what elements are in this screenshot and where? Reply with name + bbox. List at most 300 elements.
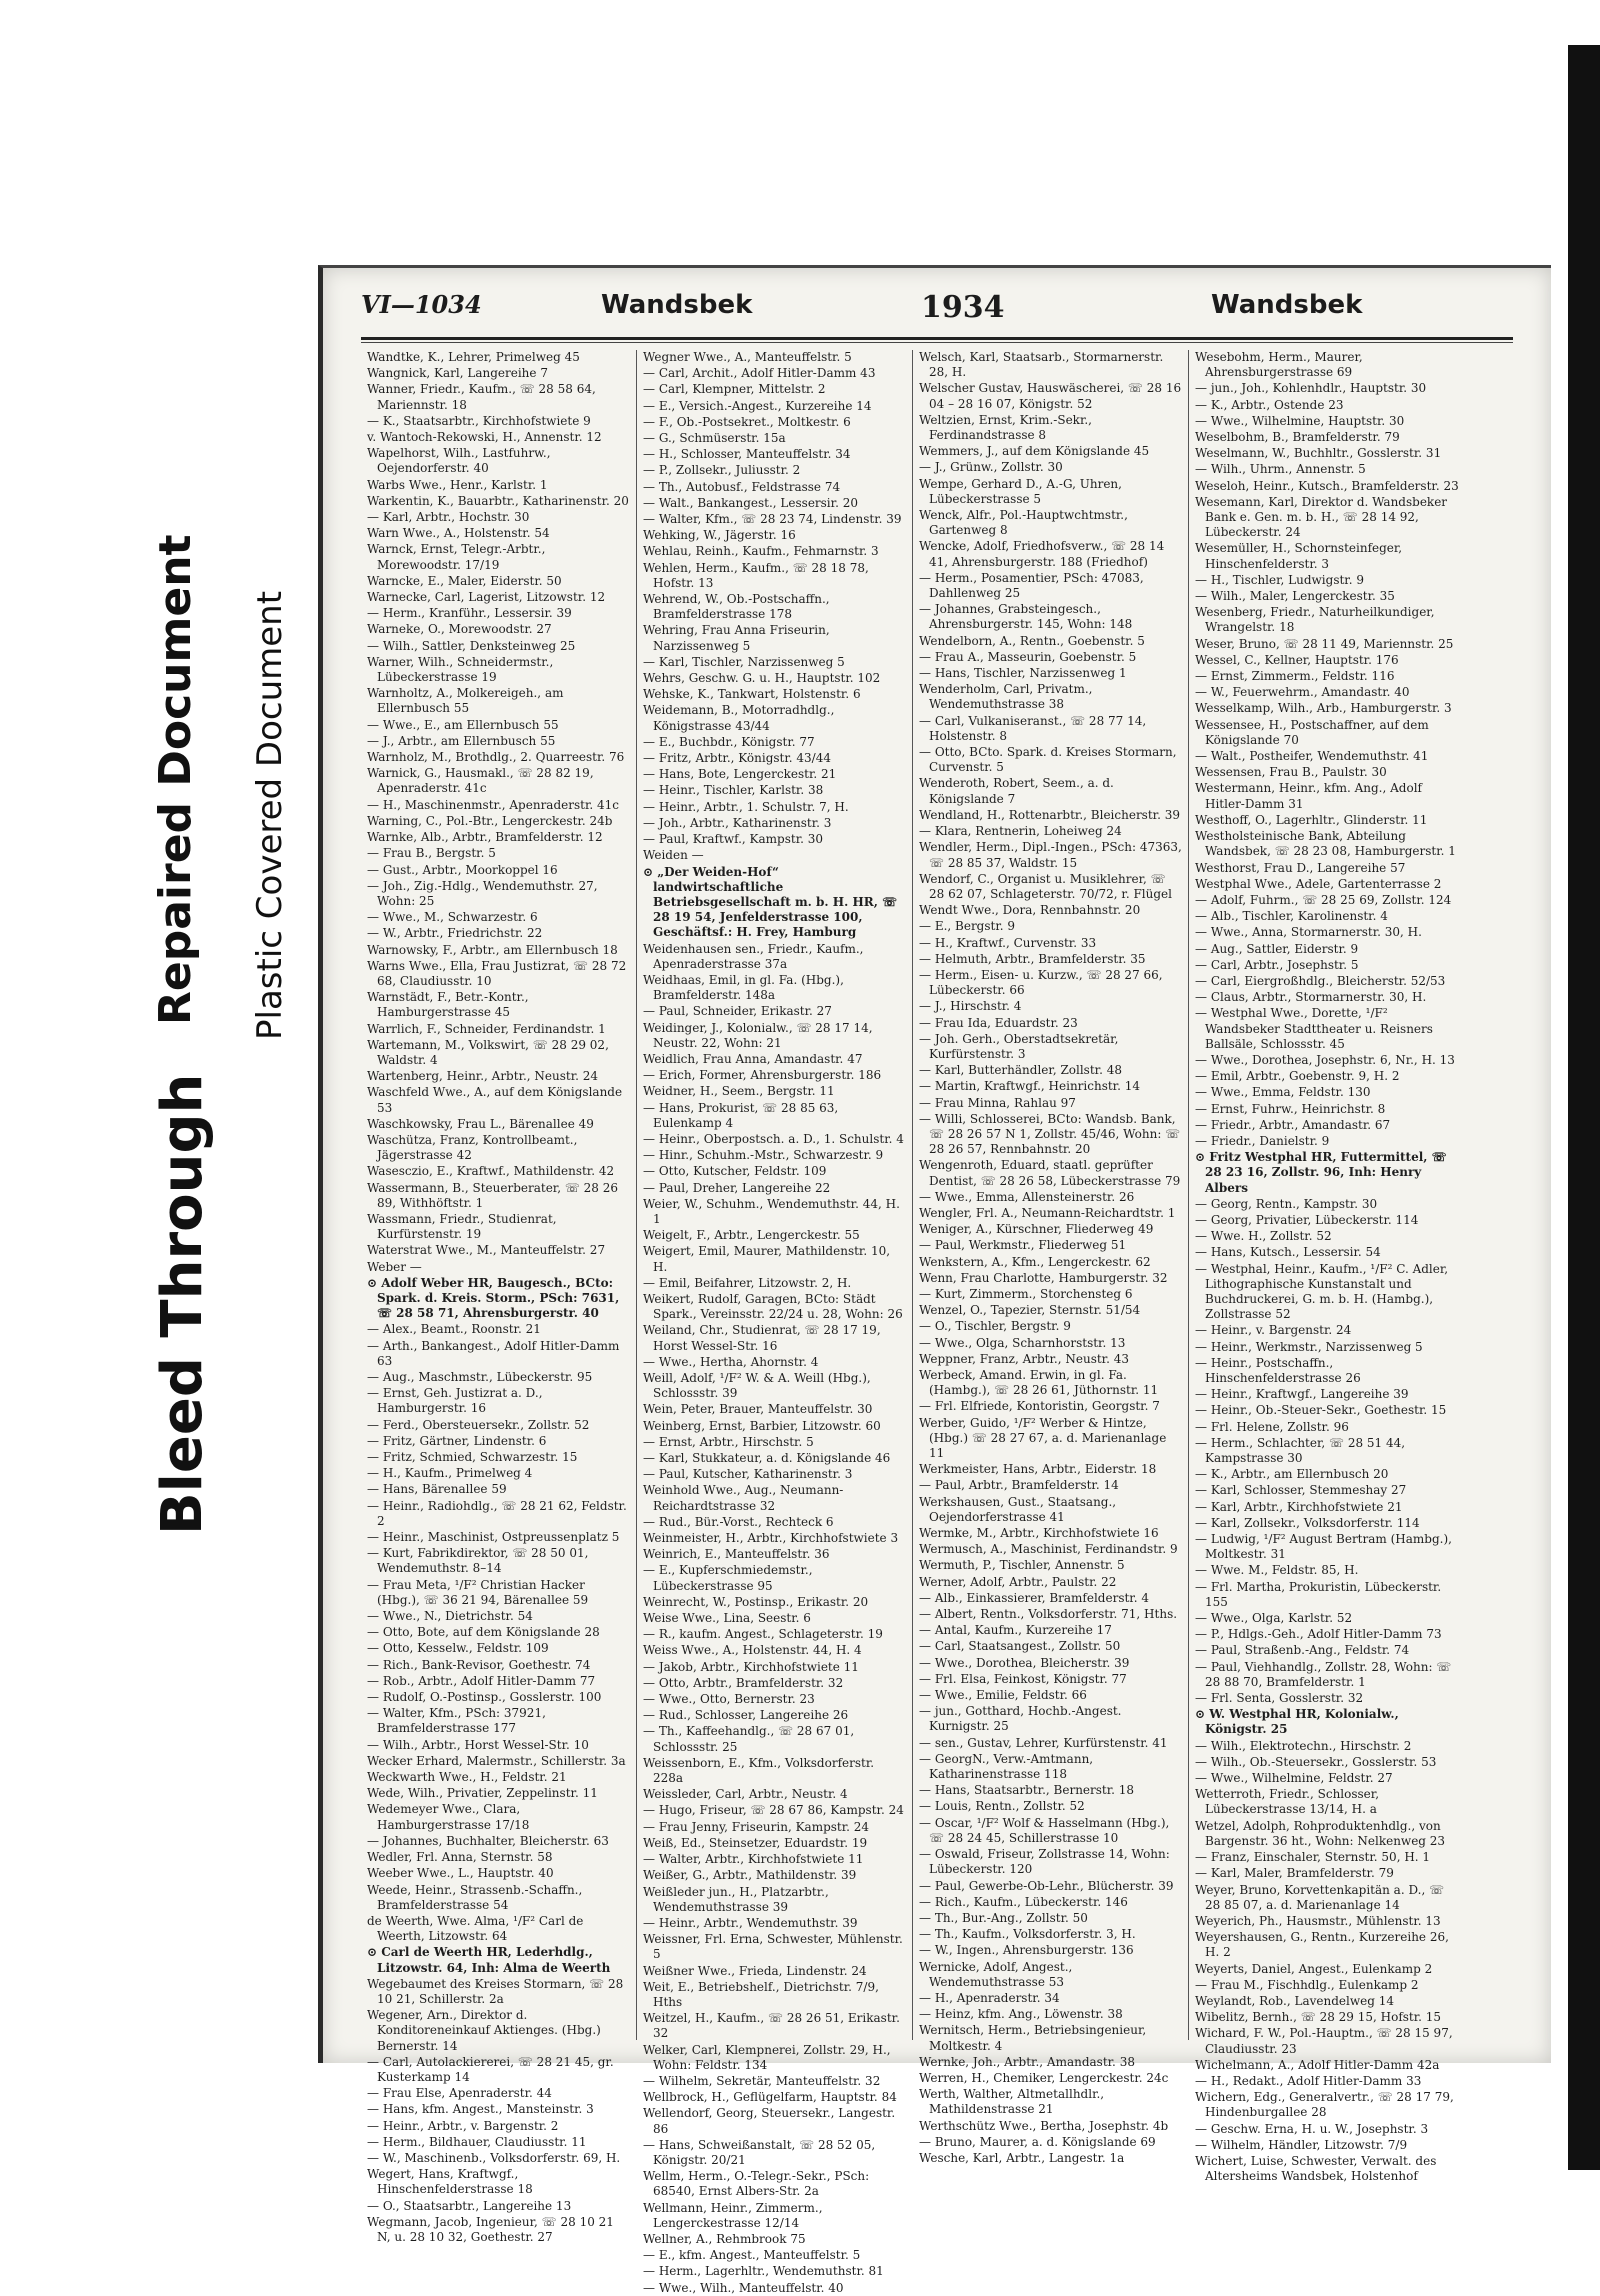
directory-entry: — Fritz, Gärtner, Lindenstr. 6: [367, 1433, 547, 1448]
directory-entry: Welscher Gustav, Hauswäscherei, ☏ 28 16 04 – 28 16 07, Königstr. 52: [919, 381, 1182, 411]
directory-entry: — Johannes, Buchhalter, Bleicherstr. 63: [367, 1833, 609, 1848]
directory-entry: — Walt., Bankangest., Lessersir. 20: [643, 495, 858, 510]
directory-entry: Wetterroth, Friedr., Schlosser, Lübeckerstrasse 13/14, H. a: [1195, 1787, 1380, 1817]
directory-entry: — P., Zollsekr., Juliusstr. 2: [643, 463, 801, 478]
directory-entry: — J., Arbtr., am Ellernbusch 55: [367, 733, 556, 748]
directory-entry: Werren, H., Chemiker, Lengerckestr. 24c: [919, 2070, 1169, 2085]
directory-column-4: [1189, 350, 1465, 2184]
directory-entry: — Ferd., Obersteuersekr., Zollstr. 52: [367, 1417, 590, 1432]
label-repaired-document: Repaired Document: [150, 534, 201, 1025]
directory-entry: ⊙ „Der Weiden-Hof“ landwirtschaftliche Betriebsgesellschaft m. b. H. HR, ☏ 28 19 54, Jenfelderstrasse 100, Geschäftsf.: H. Frey, Hamburg: [643, 864, 898, 940]
directory-entry: Wedemeyer Wwe., Clara, Hamburgerstrasse 17/18: [367, 1802, 530, 1832]
directory-entry: de Weerth, Wwe. Alma, ¹/F² Carl de Weerth, Litzowstr. 64: [367, 1913, 584, 1944]
directory-entry: — Westphal Wwe., Dorette, ¹/F² Wandsbeker Stadttheater u. Reisners Ballsäle, Schlossstr. 45: [1195, 1006, 1433, 1051]
directory-column-2: [637, 350, 913, 2295]
page-header: [361, 288, 1513, 336]
directory-entry: Warnke, Alb., Arbtr., Bramfelderstr. 12: [367, 830, 603, 845]
directory-entry: — Hans, Prokurist, ☏ 28 85 63, Eulenkamp 4: [643, 1100, 839, 1130]
directory-entry: — K., Arbtr., am Ellernbusch 20: [1195, 1467, 1389, 1482]
directory-entry: Wenn, Frau Charlotte, Hamburgerstr. 32: [919, 1270, 1168, 1285]
directory-entry: Weit, E., Betriebshelf., Dietrichstr. 7/9, Hths: [643, 1979, 879, 2009]
directory-entry: Wencke, Adolf, Friedhofsverw., ☏ 28 14 41, Ahrensburgerstr. 188 (Friedhof): [919, 539, 1165, 569]
directory-entry: Weyershausen, G., Rentn., Kurzereihe 26, H. 2: [1195, 1930, 1449, 1960]
directory-entry: Wein, Peter, Brauer, Manteuffelstr. 30: [643, 1402, 873, 1417]
directory-entry: Warner, Wilh., Schneidermstr., Lübeckerstrasse 19: [367, 654, 554, 685]
directory-entry: — Westphal, Heinr., Kaufm., ¹/F² C. Adler, Lithographische Kunstanstalt und Buchdruckerei, G. m. b. H. (Hambg.), Zollstrasse 52: [1195, 1261, 1449, 1322]
directory-entry: — H., Apenraderstr. 34: [919, 1990, 1060, 2005]
directory-entry: Weselbohm, B., Bramfelderstr. 79: [1195, 430, 1400, 445]
directory-entry: — Alb., Einkassierer, Bramfelderstr. 4: [919, 1590, 1149, 1605]
directory-entry: — Hans, Bärenallee 59: [367, 1482, 507, 1497]
directory-entry: ⊙ Fritz Westphal HR, Futtermittel, ☏ 28 23 16, Zollstr. 96, Inh: Henry Albers: [1195, 1150, 1447, 1195]
directory-entry: — Otto, Kesselw., Feldstr. 109: [367, 1641, 549, 1656]
directory-entry: — Karl, Arbtr., Hochstr. 30: [367, 510, 530, 525]
city-heading-right: Wandsbek: [1211, 290, 1363, 320]
directory-entry: Werth, Walther, Altmetallhdlr., Mathildenstrasse 21: [919, 2087, 1105, 2117]
directory-entry: Wenkstern, A., Kfm., Lengerckestr. 62: [919, 1254, 1151, 1269]
directory-entry: — Fritz, Arbtr., Königstr. 43/44: [643, 751, 831, 766]
directory-entry: — Oswald, Friseur, Zollstrasse 14, Wohn: Lübeckerstr. 120: [919, 1847, 1170, 1877]
directory-entry: — Alb., Tischler, Karolinenstr. 4: [1195, 909, 1388, 924]
directory-entry: — Heinr., Arbtr., 1. Schulstr. 7, H.: [643, 799, 849, 814]
directory-entry: Wellmann, Heinr., Zimmerm., Lengerckestrasse 12/14: [643, 2200, 823, 2230]
directory-entry: — Rich., Kaufm., Lübeckerstr. 146: [919, 1894, 1128, 1909]
directory-entry: — J., Hirschstr. 4: [919, 999, 1022, 1014]
directory-entry: — Wwe., Dorothea, Josephstr. 6, Nr., H. 13: [1195, 1052, 1455, 1067]
directory-entry: — Hinr., Schuhm.-Mstr., Schwarzestr. 9: [643, 1148, 884, 1163]
directory-entry: — Carl, Autolackiererei, ☏ 28 21 45, gr. Kusterkamp 14: [367, 2054, 614, 2084]
directory-entry: — Carl, Arbtr., Josephstr. 5: [1195, 957, 1359, 972]
directory-entry: Wempe, Gerhard D., A.-G, Uhren, Lübeckerstrasse 5: [919, 476, 1122, 506]
directory-entry: Warning, C., Pol.-Btr., Lengerckestr. 24b: [367, 813, 613, 828]
directory-entry: — Hugo, Friseur, ☏ 28 67 86, Kampstr. 24: [643, 1803, 904, 1818]
directory-entry: Wendelborn, A., Rentn., Goebenstr. 5: [919, 633, 1145, 648]
directory-entry: — H., Redakt., Adolf Hitler-Damm 33: [1195, 2073, 1422, 2088]
directory-entry: Warnholtz, A., Molkereigeh., am Ellernbusch 55: [367, 686, 564, 716]
directory-entry: — Karl, Schlosser, Stemmeshay 27: [1195, 1483, 1407, 1498]
directory-entry: Wessensen, Frau B., Paulstr. 30: [1195, 765, 1387, 780]
directory-entry: Weissner, Frl. Erna, Schwester, Mühlenstr. 5: [643, 1932, 903, 1962]
directory-entry: — Ernst, Arbtr., Hirschstr. 5: [643, 1434, 814, 1449]
directory-entry: Weißer, G., Arbtr., Mathildenstr. 39: [643, 1868, 857, 1883]
directory-entry: Werber, Guido, ¹/F² Werber & Hintze, (Hbg.) ☏ 28 27 67, a. d. Marienanlage 11: [919, 1415, 1167, 1461]
directory-entry: — Paul, Kutscher, Katharinenstr. 3: [643, 1467, 853, 1482]
directory-entry: ⊙ Carl de Weerth HR, Lederhdlg., Litzowstr. 64, Inh: Alma de Weerth: [367, 1945, 611, 1975]
directory-entry: — Wwe., Emilie, Feldstr. 66: [919, 1688, 1087, 1703]
directory-entry: — Gust., Arbtr., Moorkoppel 16: [367, 862, 558, 877]
directory-entry: Warrlich, F., Schneider, Ferdinandstr. 1: [367, 1021, 606, 1036]
directory-entry: Warnholz, M., Brothdlg., 2. Quarreestr. 76: [367, 750, 625, 765]
directory-entry: — Paul, Viehhandlg., Zollstr. 28, Wohn: ☏ 28 88 70, Bramfelderstr. 1: [1195, 1659, 1452, 1689]
directory-entry: Wede, Wilh., Privatier, Zeppelinstr. 11: [367, 1786, 598, 1801]
directory-entry: — Herm., Posamentier, PSch: 47083, Dahllenweg 25: [919, 570, 1144, 601]
directory-entry: — Georg, Rentn., Kampstr. 30: [1195, 1196, 1378, 1211]
directory-entry: Weckwarth Wwe., H., Feldstr. 21: [367, 1770, 567, 1785]
directory-entry: — Otto, Kutscher, Feldstr. 109: [643, 1164, 827, 1179]
directory-entry: — Paul, Gewerbe-Ob-Lehr., Blücherstr. 39: [919, 1878, 1174, 1893]
directory-entry: ⊙ Adolf Weber HR, Baugesch., BCto: Spark. d. Kreis. Storm., PSch: 7631, ☏ 28 58 71, Ahrensburgerstr. 40: [367, 1275, 620, 1321]
directory-entry: — Herm., Schlachter, ☏ 28 51 44, Kampstrasse 30: [1195, 1435, 1406, 1466]
directory-entry: Wendler, Herm., Dipl.-Ingen., PSch: 47363, ☏ 28 85 37, Waldstr. 15: [919, 840, 1182, 870]
directory-entry: — O., Staatsarbtr., Langereihe 13: [367, 2198, 572, 2213]
directory-entry: Wassmann, Friedr., Studienrat, Kurfürstenstr. 19: [367, 1211, 557, 1242]
directory-entry: Weltzien, Ernst, Krim.-Sekr., Ferdinandstrasse 8: [919, 412, 1092, 443]
directory-entry: — Th., Autobusf., Feldstrasse 74: [643, 479, 841, 494]
directory-entry: — O., Tischler, Bergstr. 9: [919, 1319, 1071, 1334]
directory-entry: — H., Kraftwf., Curvenstr. 33: [919, 935, 1097, 950]
directory-entry: Wellbrock, H., Geflügelfarm, Hauptstr. 84: [643, 2090, 897, 2105]
directory-entry: — Carl, Archit., Adolf Hitler-Damm 43: [643, 366, 876, 381]
directory-entry: — H., Tischler, Ludwigstr. 9: [1195, 572, 1364, 587]
directory-entry: Weitzel, H., Kaufm., ☏ 28 26 51, Erikastr. 32: [643, 2011, 900, 2041]
directory-entry: Wesemann, Karl, Direktor d. Wandsbeker Bank e. Gen. m. b. H., ☏ 28 14 92, Lübeckerstr. 24: [1195, 494, 1448, 540]
directory-entry: Wichert, Luise, Schwester, Verwalt. des Altersheims Wandsbek, Holstenhof: [1195, 2153, 1437, 2184]
directory-entry: Wassermann, B., Steuerberater, ☏ 28 26 89, Withhöftstr. 1: [367, 1180, 619, 1210]
directory-entry: — Herm., Kranführ., Lessersir. 39: [367, 606, 572, 621]
directory-entry: — Heinr., Maschinist, Ostpreussenplatz 5: [367, 1530, 620, 1545]
directory-column-3: [913, 350, 1189, 2165]
directory-entry: — Joh. Gerh., Oberstadtsekretär, Kurfürstenstr. 3: [919, 1031, 1119, 1061]
directory-entry: Waschkowsky, Frau L., Bärenallee 49: [367, 1116, 594, 1131]
directory-entry: Weeber Wwe., L., Hauptstr. 40: [367, 1866, 554, 1881]
directory-entry: Wibelitz, Bernh., ☏ 28 29 15, Hofstr. 15: [1195, 2010, 1442, 2025]
directory-entry: Wegebaumet des Kreises Stormarn, ☏ 28 10 21, Schillerstr. 2a: [367, 1976, 624, 2006]
directory-entry: — K., Staatsarbtr., Kirchhofstwiete 9: [367, 413, 591, 428]
directory-entry: Westhoff, O., Lagerhltr., Glinderstr. 11: [1195, 812, 1428, 827]
directory-entry: — G., Schmüserstr. 15a: [643, 431, 786, 446]
directory-entry: — Th., Kaffeehandlg., ☏ 28 67 01, Schlossstr. 25: [643, 1724, 855, 1754]
directory-entry: Weidner, H., Seem., Bergstr. 11: [643, 1084, 835, 1099]
directory-entry: — Rudolf, O.-Postinsp., Gosslerstr. 100: [367, 1690, 602, 1705]
directory-entry: Weinmeister, H., Arbtr., Kirchhofstwiete 3: [643, 1531, 899, 1546]
directory-entry: — Emil, Arbtr., Goebenstr. 9, H. 2: [1195, 1069, 1400, 1084]
directory-entry: — Wilh., Maler, Lengerckestr. 35: [1195, 589, 1395, 604]
directory-entry: — Paul, Werkmstr., Fliederweg 51: [919, 1238, 1127, 1253]
directory-entry: — Fritz, Schmied, Schwarzestr. 15: [367, 1450, 578, 1465]
directory-entry: Weselmann, W., Buchhltr., Gosslerstr. 31: [1195, 446, 1442, 461]
directory-entry: — Wwe., Wilhelmine, Hauptstr. 30: [1195, 413, 1405, 428]
directory-entry: Welsch, Karl, Staatsarb., Stormarnerstr. 28, H.: [919, 350, 1164, 380]
directory-entry: Werkmeister, Hans, Arbtr., Eiderstr. 18: [919, 1462, 1157, 1477]
directory-entry: — Otto, Bote, auf dem Königslande 28: [367, 1625, 600, 1640]
directory-entry: Weidhaas, Emil, in gl. Fa. (Hbg.), Bramfelderstr. 148a: [643, 972, 844, 1003]
directory-entry: Wengenroth, Eduard, staatl. geprüfter Dentist, ☏ 28 26 58, Lübeckerstrasse 79: [919, 1158, 1181, 1188]
directory-entry: — Alex., Beamt., Roonstr. 21: [367, 1322, 541, 1337]
directory-entry: Wesselkamp, Wilh., Arb., Hamburgerstr. 3: [1195, 701, 1452, 716]
directory-entry: Waschfeld Wwe., A., auf dem Königslande 53: [367, 1085, 623, 1115]
directory-entry: Wehlen, Herm., Kaufm., ☏ 28 18 78, Hofstr. 13: [643, 560, 869, 590]
directory-entry: — Wwe., Hertha, Ahornstr. 4: [643, 1354, 819, 1369]
directory-entry: — E., Kupferschmiedemstr., Lübeckerstrasse 95: [643, 1563, 813, 1593]
header-rule: [361, 337, 1513, 340]
directory-entry: Weissenborn, E., Kfm., Volksdorferstr. 228a: [643, 1755, 875, 1786]
directory-entry: — Rud., Schlosser, Langereihe 26: [643, 1708, 849, 1723]
directory-entry: — Friedr., Danielstr. 9: [1195, 1133, 1330, 1148]
directory-entry: Weinhold Wwe., Aug., Neumann-Reichardtstrasse 32: [643, 1483, 844, 1513]
directory-entry: — Walt., Postheifer, Wendemuthstr. 41: [1195, 749, 1429, 764]
directory-entry: Weill, Adolf, ¹/F² W. & A. Weill (Hbg.), Schlossstr. 39: [643, 1371, 871, 1401]
directory-entry: — Willi, Schlosserei, BCto: Wandsb. Bank, ☏ 28 26 57 N 1, Zollstr. 45/46, Wohn: ☏ 28 26 57, Rennbahnstr. 20: [919, 1111, 1181, 1157]
directory-entry: Wegener, Arn., Direktor d. Konditoreneinkauf Aktienges. (Hbg.) Bernerstr. 14: [367, 2008, 601, 2053]
directory-entry: — Wilh., Sattler, Denksteinweg 25: [367, 638, 576, 653]
directory-entry: Wessensee, H., Postschaffner, auf dem Königslande 70: [1195, 717, 1429, 747]
directory-entry: — Jakob, Arbtr., Kirchhofstwiete 11: [643, 1659, 859, 1674]
label-bleed-through: Bleed Through: [150, 1073, 215, 1535]
directory-entry: — Frau Ida, Eduardstr. 23: [919, 1015, 1078, 1030]
directory-entry: Wecker Erhard, Malermstr., Schillerstr. 3a: [367, 1753, 626, 1768]
directory-entry: Wemmers, J., auf dem Königslande 45: [919, 444, 1150, 459]
directory-entry: — Heinr., Postschaffn., Hinschenfelderstrasse 26: [1195, 1355, 1361, 1385]
directory-entry: Weier, W., Schuhm., Wendemuthstr. 44, H. 1: [643, 1196, 900, 1226]
directory-entry: Warnstädt, F., Betr.-Kontr., Hamburgerstrasse 45: [367, 990, 529, 1020]
directory-entry: — E., Bergstr. 9: [919, 919, 1016, 934]
city-heading-left: Wandsbek: [601, 290, 753, 320]
directory-entry: — Geschw. Erna, H. u. W., Josephstr. 3: [1195, 2121, 1429, 2136]
directory-entry: Weidenhausen sen., Friedr., Kaufm., Apenraderstrasse 37a: [643, 941, 864, 971]
directory-columns: [361, 350, 1513, 2295]
directory-entry: — Karl, Arbtr., Kirchhofstwiete 21: [1195, 1499, 1403, 1514]
directory-entry: Waschütza, Franz, Kontrollbeamt., Jägerstrasse 42: [367, 1132, 578, 1163]
directory-entry: — Karl, Butterhändler, Zollstr. 48: [919, 1063, 1122, 1078]
directory-entry: Weidlich, Frau Anna, Amandastr. 47: [643, 1051, 863, 1066]
directory-entry: — Adolf, Fuhrm., ☏ 28 25 69, Zollstr. 124: [1195, 892, 1452, 907]
directory-entry: — Frau B., Bergstr. 5: [367, 846, 496, 861]
directory-entry: Weede, Heinr., Strassenb.-Schaffn., Bramfelderstrasse 54: [367, 1882, 583, 1912]
label-plastic-covered-document: Plastic Covered Document: [250, 590, 290, 1040]
directory-entry: Wendt Wwe., Dora, Rennbahnstr. 20: [919, 903, 1141, 918]
directory-entry: Wartemann, M., Volkswirt, ☏ 28 29 02, Waldstr. 4: [367, 1037, 609, 1067]
directory-entry: — Bruno, Maurer, a. d. Königslande 69: [919, 2134, 1156, 2149]
directory-entry: Welker, Carl, Klempnerei, Zollstr. 29, H., Wohn: Feldstr. 134: [643, 2042, 891, 2072]
directory-entry: Weidinger, J., Kolonialw., ☏ 28 17 14, Neustr. 22, Wohn: 21: [643, 1020, 873, 1050]
directory-entry: — Frl. Senta, Gosslerstr. 32: [1195, 1691, 1364, 1706]
directory-entry: Wehring, Frau Anna Friseurin, Narzissenweg 5: [643, 623, 830, 653]
document-labels: [150, 534, 320, 1600]
directory-entry: — Frau A., Masseurin, Goebenstr. 5: [919, 649, 1137, 664]
directory-entry: Weseloh, Heinr., Kutsch., Bramfelderstr. 23: [1195, 478, 1459, 493]
directory-entry: — Joh., Arbtr., Katharinenstr. 3: [643, 815, 832, 830]
directory-entry: — Paul, Schneider, Erikastr. 27: [643, 1004, 832, 1019]
directory-entry: — Johannes, Grabsteingesch., Ahrensburgerstr. 145, Wohn: 148: [919, 602, 1133, 632]
directory-entry: — Wilhelm, Sekretär, Manteuffelstr. 32: [643, 2073, 881, 2088]
directory-entry: — Wilh., Arbtr., Horst Wessel-Str. 10: [367, 1737, 589, 1752]
directory-entry: Weser, Bruno, ☏ 28 11 49, Mariennstr. 25: [1195, 636, 1454, 651]
directory-entry: Warnowsky, F., Arbtr., am Ellernbusch 18: [367, 942, 618, 957]
directory-entry: — Wwe., Olga, Scharnhorststr. 13: [919, 1335, 1126, 1350]
directory-entry: — Frau Else, Apenraderstr. 44: [367, 2086, 552, 2101]
directory-entry: v. Wantoch-Rekowski, H., Annenstr. 12: [367, 430, 602, 445]
directory-entry: Warnecke, Carl, Lagerist, Litzowstr. 12: [367, 590, 606, 605]
directory-entry: — Wwe., E., am Ellernbusch 55: [367, 717, 559, 732]
directory-entry: Warkentin, K., Bauarbtr., Katharinenstr. 20: [367, 493, 629, 508]
directory-entry: Weiss Wwe., A., Holstenstr. 44, H. 4: [643, 1643, 862, 1658]
directory-entry: Wesebohm, Herm., Maurer, Ahrensburgerstrasse 69: [1195, 350, 1363, 380]
directory-entry: — Frau Jenny, Friseurin, Kampstr. 24: [643, 1819, 870, 1834]
directory-entry: Wichelmann, A., Adolf Hitler-Damm 42a: [1195, 2057, 1440, 2072]
directory-entry: — Heinr., Werkmstr., Narzissenweg 5: [1195, 1339, 1423, 1354]
directory-entry: Werner, Adolf, Arbtr., Paulstr. 22: [919, 1574, 1117, 1589]
directory-entry: — H., Schlosser, Manteuffelstr. 34: [643, 447, 851, 462]
directory-entry: — Wilh., Uhrm., Annenstr. 5: [1195, 462, 1366, 477]
directory-entry: — Frl. Helene, Zollstr. 96: [1195, 1419, 1349, 1434]
directory-entry: — sen., Gustav, Lehrer, Kurfürstenstr. 41: [919, 1735, 1168, 1750]
directory-entry: Wesche, Karl, Arbtr., Langestr. 1a: [919, 2150, 1125, 2165]
directory-entry: Warn Wwe., A., Holstenstr. 54: [367, 526, 550, 541]
directory-entry: — Claus, Arbtr., Stormarnerstr. 30, H.: [1195, 990, 1427, 1005]
directory-entry: — Wwe., Otto, Bernerstr. 23: [643, 1692, 815, 1707]
directory-entry: Westhorst, Frau D., Langereihe 57: [1195, 860, 1406, 875]
directory-entry: Weidemann, B., Motorradhdlg., Königstrasse 43/44: [643, 703, 835, 733]
directory-entry: — Helmuth, Arbtr., Bramfelderstr. 35: [919, 951, 1146, 966]
directory-entry: — Frl. Elfriede, Kontoristin, Georgstr. 7: [919, 1399, 1160, 1414]
directory-entry: Wegmann, Jacob, Ingenieur, ☏ 28 10 21 N, u. 28 10 32, Goethestr. 27: [367, 2214, 614, 2244]
directory-entry: — Otto, Arbtr., Bramfelderstr. 32: [643, 1675, 844, 1690]
directory-entry: Wermuth, P., Tischler, Annenstr. 5: [919, 1558, 1125, 1573]
directory-entry: Weber —: [367, 1259, 422, 1274]
directory-entry: Weniger, A., Kürschner, Fliederweg 49: [919, 1222, 1154, 1237]
directory-entry: — W., Arbtr., Friedrichstr. 22: [367, 926, 543, 941]
directory-entry: Warbs Wwe., Henr., Karlstr. 1: [367, 477, 548, 492]
directory-entry: Wesenberg, Friedr., Naturheilkundiger, Wrangelstr. 18: [1195, 605, 1435, 635]
directory-entry: — Ernst, Zimmerm., Feldstr. 116: [1195, 669, 1395, 684]
directory-entry: Warnick, G., Hausmakl., ☏ 28 82 19, Apenraderstr. 41c: [367, 766, 594, 796]
directory-entry: — Wwe. M., Feldstr. 85, H.: [1195, 1563, 1359, 1578]
directory-entry: — Georg, Privatier, Lübeckerstr. 114: [1195, 1212, 1419, 1227]
directory-entry: Weißleder jun., H., Platzarbtr., Wendemuthstrasse 39: [643, 1884, 829, 1914]
directory-entry: Wanner, Friedr., Kaufm., ☏ 28 58 64, Mariennstr. 18: [367, 382, 596, 412]
directory-entry: Wasesczio, E., Kraftwf., Mathildenstr. 42: [367, 1164, 615, 1179]
directory-entry: Wehrs, Geschw. G. u. H., Hauptstr. 102: [643, 671, 881, 686]
directory-entry: Werbeck, Amand. Erwin, in gl. Fa. (Hambg.), ☏ 28 26 61, Jüthornstr. 11: [919, 1368, 1159, 1398]
directory-entry: — Frau Meta, ¹/F² Christian Hacker (Hbg.), ☏ 36 21 94, Bärenallee 59: [367, 1577, 589, 1607]
directory-entry: — Hans, Schweißanstalt, ☏ 28 52 05, Königstr. 20/21: [643, 2137, 876, 2167]
directory-entry: Wetzel, Adolph, Rohproduktenhdlg., von Bargenstr. 36 ht., Wohn: Nelkenweg 23: [1195, 1818, 1446, 1848]
directory-entry: — Oscar, ¹/F² Wolf & Hasselmann (Hbg.), ☏ 28 24 45, Schillerstrasse 10: [919, 1815, 1170, 1845]
directory-entry: — Wwe., Wilh., Manteuffelstr. 40: [643, 2280, 844, 2295]
directory-entry: — Kurt, Fabrikdirektor, ☏ 28 50 01, Wendemuthstr. 8–14: [367, 1546, 589, 1576]
directory-entry: Wermusch, A., Maschinist, Ferdinandstr. 9: [919, 1542, 1178, 1557]
directory-entry: — jun., Joh., Kohlenhdlr., Hauptstr. 30: [1195, 381, 1427, 396]
directory-entry: — Hans, kfm. Angest., Mansteinstr. 3: [367, 2102, 594, 2117]
directory-entry: — W., Ingen., Ahrensburgerstr. 136: [919, 1943, 1134, 1958]
directory-entry: — Heinr., Oberpostsch. a. D., 1. Schulstr. 4: [643, 1131, 904, 1146]
directory-entry: — Kurt, Zimmerm., Storchensteg 6: [919, 1286, 1133, 1301]
directory-entry: — Wwe., Wilhelmine, Feldstr. 27: [1195, 1771, 1393, 1786]
directory-entry: — Wilhelm, Händler, Litzowstr. 7/9: [1195, 2137, 1408, 2152]
directory-entry: — Th., Kaufm., Volksdorferstr. 3, H.: [919, 1927, 1136, 1942]
directory-entry: — Herm., Lagerhltr., Wendemuthstr. 81: [643, 2264, 884, 2279]
directory-entry: — Herm., Eisen- u. Kurzw., ☏ 28 27 66, Lübeckerstr. 66: [919, 967, 1163, 998]
directory-entry: Wellm, Herm., O.-Telegr.-Sekr., PSch: 68540, Ernst Albers-Str. 2a: [643, 2169, 870, 2199]
year-heading: 1934: [921, 290, 1005, 325]
directory-entry: Westermann, Heinr., kfm. Ang., Adolf Hitler-Damm 31: [1195, 781, 1422, 811]
directory-entry: Wendorf, C., Organist u. Musiklehrer, ☏ 28 62 07, Schlageterstr. 70/72, r. Flügel: [919, 871, 1172, 901]
directory-entry: ⊙ W. Westphal HR, Kolonialw., Königstr. 25: [1195, 1707, 1399, 1737]
directory-entry: — Heinr., Tischler, Karlstr. 38: [643, 783, 824, 798]
directory-entry: — Friedr., Arbtr., Amandastr. 67: [1195, 1117, 1391, 1132]
directory-entry: — Karl, Tischler, Narzissenweg 5: [643, 654, 845, 669]
directory-entry: Wangnick, Karl, Langereihe 7: [367, 366, 548, 381]
directory-entry: Wesemüller, H., Schornsteinfeger, Hinschenfelderstr. 3: [1195, 541, 1403, 571]
directory-entry: Wapelhorst, Wilh., Lastfuhrw., Oejendorferstr. 40: [367, 446, 551, 476]
directory-entry: Werthschütz Wwe., Bertha, Josephstr. 4b: [919, 2118, 1169, 2133]
directory-entry: Wellendorf, Georg, Steuersekr., Langestr. 86: [643, 2106, 896, 2136]
directory-entry: Wenck, Alfr., Pol.-Hauptwchtmstr., Gartenweg 8: [919, 508, 1128, 538]
directory-entry: — Wwe. H., Zollstr. 52: [1195, 1229, 1332, 1244]
scanner-edge-bar: [1568, 45, 1600, 2170]
directory-entry: — W., Feuerwehrm., Amandastr. 40: [1195, 685, 1410, 700]
directory-entry: — Carl, Staatsangest., Zollstr. 50: [919, 1639, 1121, 1654]
directory-entry: — H., Kaufm., Primelweg 4: [367, 1466, 533, 1481]
directory-entry: — Wilh., Ob.-Steuersekr., Gosslerstr. 53: [1195, 1754, 1437, 1769]
directory-entry: Wessel, C., Kellner, Hauptstr. 176: [1195, 652, 1399, 667]
directory-entry: Wehske, K., Tankwart, Holstenstr. 6: [643, 687, 861, 702]
directory-entry: — Heinr., Arbtr., Wendemuthstr. 39: [643, 1915, 858, 1930]
directory-entry: — Paul, Dreher, Langereihe 22: [643, 1180, 831, 1195]
directory-entry: — Hans, Staatsarbtr., Bernerstr. 18: [919, 1783, 1135, 1798]
directory-entry: — jun., Gotthard, Hochb.-Angest. Kurnigstr. 25: [919, 1704, 1122, 1734]
directory-entry: — Walter, Kfm., ☏ 28 23 74, Lindenstr. 39: [643, 512, 902, 527]
directory-entry: Wenderoth, Robert, Seem., a. d. Königslande 7: [919, 776, 1114, 806]
directory-entry: — W., Maschinenb., Volksdorferstr. 69, H.: [367, 2150, 621, 2165]
directory-entry: — Wwe., M., Schwarzestr. 6: [367, 910, 538, 925]
directory-column-1: [361, 350, 637, 2244]
directory-entry: Weiland, Chr., Studienrat, ☏ 28 17 19, Horst Wessel-Str. 16: [643, 1323, 881, 1353]
directory-entry: Wichern, Edg., Generalvertr., ☏ 28 17 79, Hindenburgallee 28: [1195, 2090, 1454, 2120]
directory-entry: — Walter, Kfm., PSch: 37921, Bramfelderstrasse 177: [367, 1706, 546, 1736]
directory-entry: — Th., Bur.-Ang., Zollstr. 50: [919, 1910, 1088, 1925]
directory-entry: — J., Grünw., Zollstr. 30: [919, 460, 1063, 475]
directory-entry: Wernke, Joh., Arbtr., Amandastr. 38: [919, 2054, 1135, 2069]
directory-entry: — Herm., Bildhauer, Claudiusstr. 11: [367, 2134, 587, 2149]
directory-entry: Wandtke, K., Lehrer, Primelweg 45: [367, 350, 580, 364]
directory-entry: — Carl, Vulkaniseranst., ☏ 28 77 14, Holstenstr. 8: [919, 713, 1147, 743]
directory-entry: — Ernst, Geh. Justizrat a. D., Hamburgerstr. 16: [367, 1386, 543, 1416]
directory-entry: — Wwe., Emma, Feldstr. 130: [1195, 1085, 1371, 1100]
directory-entry: — Wwe., Anna, Stormarnerstr. 30, H.: [1195, 925, 1422, 940]
directory-entry: — Heinr., Kraftwgf., Langereihe 39: [1195, 1387, 1409, 1402]
directory-entry: — Louis, Rentn., Zollstr. 52: [919, 1799, 1085, 1814]
directory-entry: — E., Versich.-Angest., Kurzereihe 14: [643, 398, 872, 413]
directory-entry: — Klara, Rentnerin, Loheiweg 24: [919, 824, 1122, 839]
directory-entry: — Heinr., Arbtr., v. Bargenstr. 2: [367, 2118, 559, 2133]
directory-entry: — Joh., Zig.-Hdlg., Wendemuthstr. 27, Wohn: 25: [367, 878, 598, 908]
directory-entry: Wehking, W., Jägerstr. 16: [643, 528, 796, 543]
directory-entry: — Heinr., Ob.-Steuer-Sekr., Goethestr. 15: [1195, 1403, 1447, 1418]
directory-entry: Wedler, Frl. Anna, Sternstr. 58: [367, 1850, 553, 1865]
directory-entry: — Hans, Kutsch., Lessersir. 54: [1195, 1245, 1381, 1260]
directory-entry: Weissleder, Carl, Arbtr., Neustr. 4: [643, 1787, 848, 1802]
directory-entry: Wegner Wwe., A., Manteuffelstr. 5: [643, 350, 852, 364]
directory-entry: Warnck, Ernst, Telegr.-Arbtr., Morewoodstr. 17/19: [367, 542, 546, 572]
directory-entry: — Wwe., Dorothea, Bleicherstr. 39: [919, 1655, 1130, 1670]
directory-entry: — Carl, Klempner, Mittelstr. 2: [643, 382, 826, 397]
directory-entry: — Karl, Stukkateur, a. d. Königslande 46: [643, 1451, 891, 1466]
directory-entry: Wellner, A., Rehmbrook 75: [643, 2231, 806, 2246]
directory-entry: Wenderholm, Carl, Privatm., Wendemuthstrasse 38: [919, 682, 1093, 712]
directory-entry: Wernicke, Adolf, Angest., Wendemuthstrasse 53: [919, 1959, 1073, 1989]
directory-entry: Weinrecht, W., Postinsp., Erikastr. 20: [643, 1594, 869, 1609]
directory-entry: — Martin, Kraftwgf., Heinrichstr. 14: [919, 1079, 1140, 1094]
header-rule-thin: [361, 342, 1513, 343]
directory-entry: Weyerich, Ph., Hausmstr., Mühlenstr. 13: [1195, 1913, 1441, 1928]
directory-entry: — Heinz, kfm. Ang., Löwenstr. 38: [919, 2007, 1123, 2022]
directory-entry: Weigert, Emil, Maurer, Mathildenstr. 10, H.: [643, 1244, 891, 1274]
directory-entry: — H., Maschinenmstr., Apenraderstr. 41c: [367, 797, 619, 812]
directory-entry: — Aug., Sattler, Eiderstr. 9: [1195, 941, 1359, 956]
directory-entry: Westholsteinische Bank, Abteilung Wandsbek, ☏ 28 23 08, Hamburgerstr. 1: [1195, 829, 1456, 859]
directory-entry: Weiden —: [643, 848, 704, 863]
